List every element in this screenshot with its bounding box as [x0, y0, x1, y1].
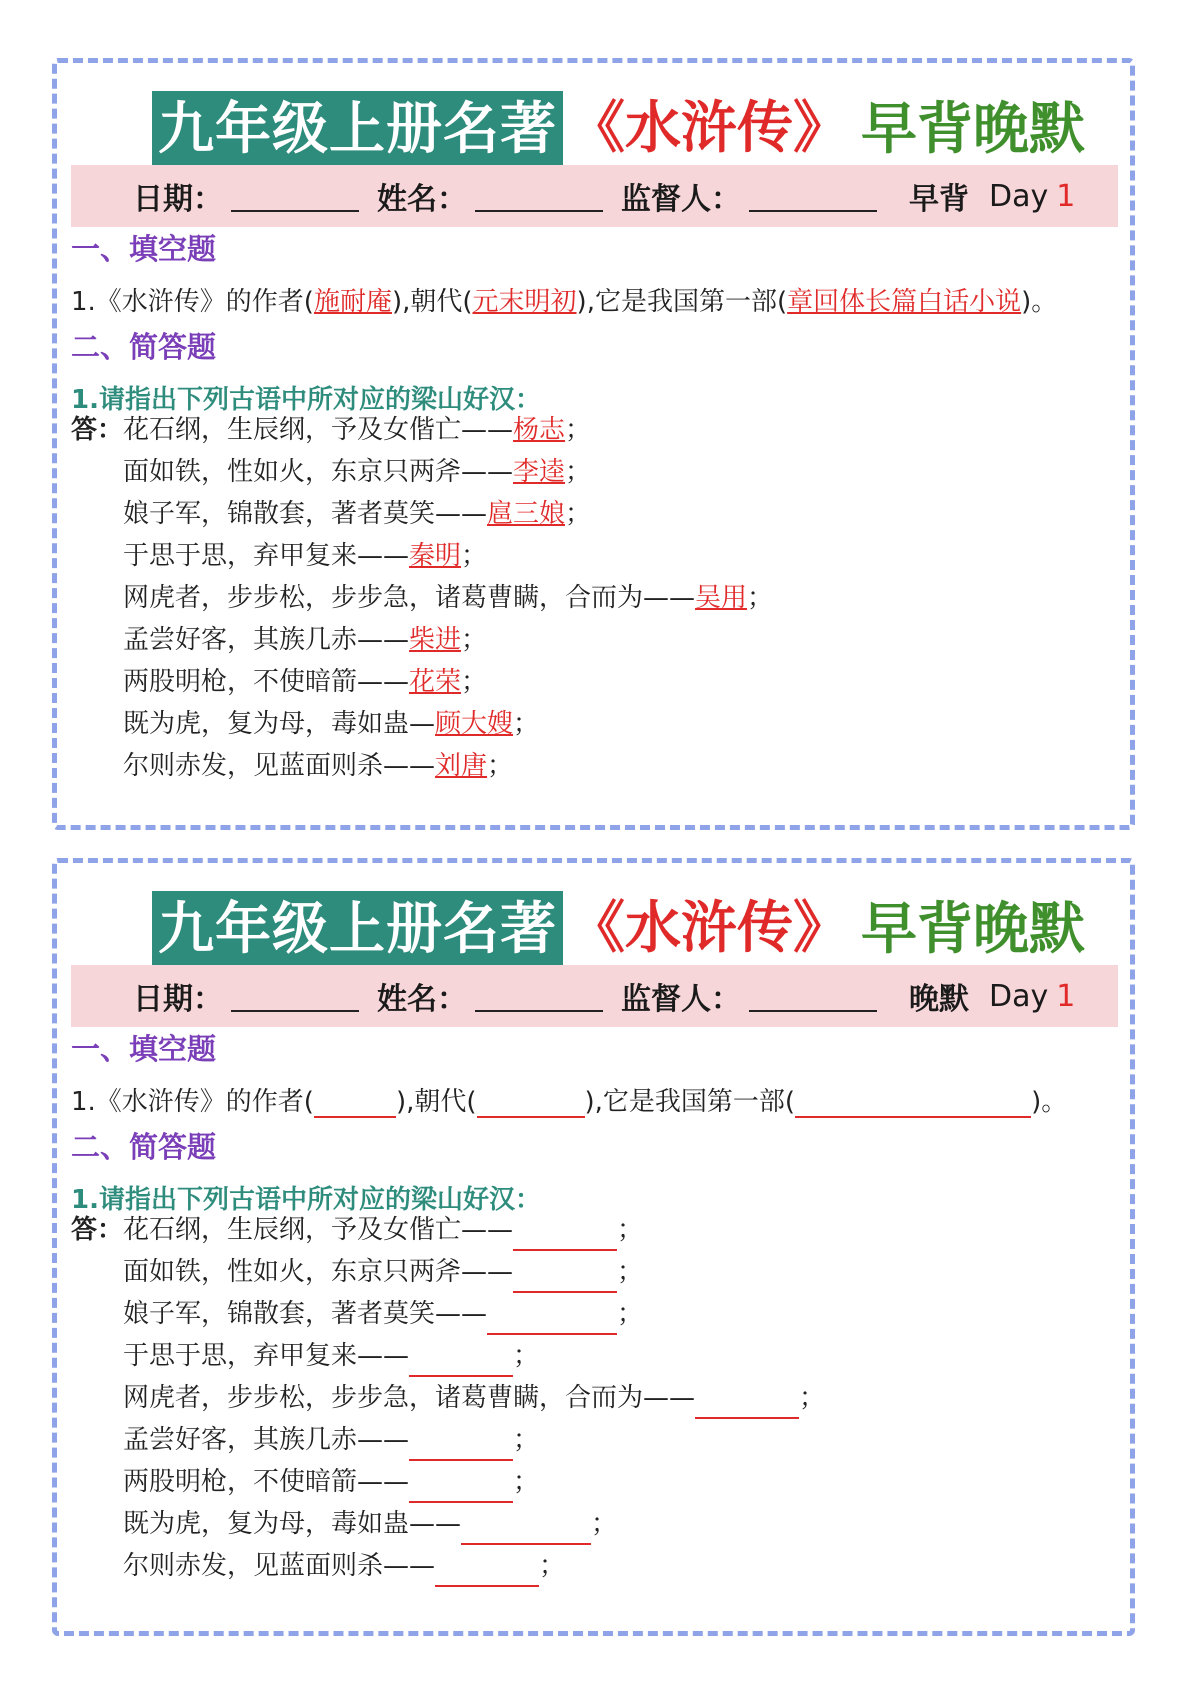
answer-blank[interactable] [513, 1223, 617, 1251]
answer-lead: 答： [71, 1215, 124, 1245]
dynasty-blank[interactable] [477, 1090, 585, 1118]
qa-row [123, 661, 487, 703]
date-field[interactable] [133, 174, 359, 218]
evening-card [52, 858, 1135, 1636]
answer-blank[interactable] [435, 1559, 539, 1587]
clue: 两股明枪，不使暗箭—— [123, 667, 410, 697]
name-label: 姓名： [377, 182, 467, 217]
qa-row [123, 745, 513, 787]
title-grade: 九年级上册名著 [152, 91, 563, 169]
info-bar [71, 165, 1118, 227]
name-blank[interactable] [475, 180, 603, 212]
clue: 网虎者，步步松，步步急，诸葛曹瞒，合而为—— [123, 583, 696, 613]
supervisor-blank[interactable] [749, 180, 877, 212]
fill-text: 1.《水浒传》的作者( [71, 287, 314, 317]
fill-text: 1.《水浒传》的作者( [71, 1087, 314, 1117]
answer-blank[interactable] [695, 1391, 799, 1419]
clue: 网虎者，步步松，步步急，诸葛曹瞒，合而为—— [123, 1383, 696, 1413]
fill-text: ),它是我国第一部( [584, 1087, 796, 1117]
supervisor-field[interactable] [621, 174, 877, 218]
qa-row [123, 1545, 565, 1587]
answer: 扈三娘 [487, 499, 566, 529]
fill-text: ),朝代( [395, 1087, 477, 1117]
fill-question [71, 1081, 1067, 1118]
section-short-heading: 二、简答题 [71, 330, 217, 364]
date-label: 日期： [133, 182, 223, 217]
day-number: 1 [1056, 178, 1076, 214]
info-bar [71, 965, 1118, 1027]
title-grade: 九年级上册名著 [152, 891, 563, 969]
clue: 于思于思，弃甲复来—— [123, 541, 410, 571]
date-label: 日期： [133, 982, 223, 1017]
answer: 柴进 [409, 625, 462, 655]
qa-row [123, 577, 773, 619]
end: ； [747, 583, 774, 613]
qa-row [71, 409, 591, 451]
qa-row [123, 1293, 643, 1335]
qa-row [123, 451, 591, 493]
day-label: Day [989, 178, 1049, 214]
worksheet-title [152, 91, 1085, 169]
fill-text: ),朝代( [391, 287, 473, 317]
supervisor-label: 监督人： [621, 182, 741, 217]
title-book: 《水浒传》 [563, 890, 855, 971]
fill-question [71, 281, 1057, 318]
clue: 尔则赤发，见蓝面则杀—— [123, 751, 436, 781]
title-mode: 早背晚默 [861, 97, 1085, 162]
fill-answer-dynasty: 元末明初 [472, 287, 577, 317]
end: ； [591, 1509, 618, 1539]
section-short-heading: 二、简答题 [71, 1130, 217, 1164]
supervisor-blank[interactable] [749, 980, 877, 1012]
clue: 孟尝好客，其族几赤—— [123, 625, 410, 655]
end: ； [565, 499, 592, 529]
end: ； [461, 541, 488, 571]
author-blank[interactable] [314, 1090, 396, 1118]
fill-answer-author: 施耐庵 [313, 287, 392, 317]
clue: 两股明枪，不使暗箭—— [123, 1467, 410, 1497]
worksheet-title [152, 891, 1085, 969]
fill-text: )。 [1031, 1087, 1068, 1117]
answer-blank[interactable] [513, 1265, 617, 1293]
answer: 杨志 [513, 415, 566, 445]
day-number: 1 [1056, 978, 1076, 1014]
end: ； [461, 625, 488, 655]
qa-row [123, 493, 591, 535]
answer-lead: 答： [71, 415, 124, 445]
clue: 面如铁，性如火，东京只两斧—— [123, 1257, 514, 1287]
answer: 顾大嫂 [435, 709, 514, 739]
end: ； [513, 1467, 540, 1497]
clue: 花石纲，生辰纲，予及女偕亡—— [123, 415, 514, 445]
name-field[interactable] [377, 974, 603, 1018]
section-fill-heading: 一、填空题 [71, 1032, 217, 1066]
clue: 娘子军，锦散套，著者莫笑—— [123, 499, 488, 529]
name-field[interactable] [377, 174, 603, 218]
end: ； [513, 1425, 540, 1455]
end: ； [617, 1299, 644, 1329]
name-blank[interactable] [475, 980, 603, 1012]
question-title: 1.请指出下列古语中所对应的梁山好汉： [71, 1185, 541, 1215]
fill-answer-genre: 章回体长篇白话小说 [787, 287, 1022, 317]
end: ； [617, 1215, 644, 1245]
title-mode: 早背晚默 [861, 897, 1085, 962]
answer: 李逵 [513, 457, 566, 487]
clue: 花石纲，生辰纲，予及女偕亡—— [123, 1215, 514, 1245]
answer-blank[interactable] [409, 1349, 513, 1377]
qa-row [123, 1377, 825, 1419]
genre-blank[interactable] [795, 1090, 1031, 1118]
answer: 吴用 [695, 583, 748, 613]
answer: 刘唐 [435, 751, 488, 781]
date-blank[interactable] [231, 180, 359, 212]
qa-row [123, 619, 487, 661]
fill-text: ),它是我国第一部( [576, 287, 788, 317]
answer-blank[interactable] [409, 1475, 513, 1503]
clue: 于思于思，弃甲复来—— [123, 1341, 410, 1371]
end: ； [617, 1257, 644, 1287]
morning-card [52, 58, 1135, 830]
clue: 孟尝好客，其族几赤—— [123, 1425, 410, 1455]
supervisor-label: 监督人： [621, 982, 741, 1017]
end: ； [799, 1383, 826, 1413]
qa-row [123, 1251, 643, 1293]
question-title: 1.请指出下列古语中所对应的梁山好汉： [71, 385, 541, 415]
clue: 面如铁，性如火，东京只两斧—— [123, 457, 514, 487]
answer-blank[interactable] [461, 1517, 591, 1545]
qa-row [123, 703, 539, 745]
clue: 既为虎，复为母，毒如蛊—— [123, 1509, 462, 1539]
supervisor-field[interactable] [621, 974, 877, 1018]
qa-row [71, 1209, 643, 1251]
qa-row [123, 1335, 539, 1377]
mode-label: 晚默 [909, 982, 969, 1017]
title-book: 《水浒传》 [563, 90, 855, 171]
day-label: Day [989, 978, 1049, 1014]
mode-label: 早背 [909, 182, 969, 217]
end: ； [487, 751, 514, 781]
date-field[interactable] [133, 974, 359, 1018]
qa-row [123, 1503, 617, 1545]
end: ； [565, 415, 592, 445]
qa-row [123, 535, 487, 577]
clue: 既为虎，复为母，毒如蛊— [123, 709, 436, 739]
answer-blank[interactable] [409, 1433, 513, 1461]
end: ； [539, 1551, 566, 1581]
answer: 花荣 [409, 667, 462, 697]
answer-blank[interactable] [487, 1307, 617, 1335]
end: ； [565, 457, 592, 487]
clue: 尔则赤发，见蓝面则杀—— [123, 1551, 436, 1581]
end: ； [513, 1341, 540, 1371]
qa-row [123, 1461, 539, 1503]
end: ； [461, 667, 488, 697]
qa-row [123, 1419, 539, 1461]
clue: 娘子军，锦散套，著者莫笑—— [123, 1299, 488, 1329]
name-label: 姓名： [377, 982, 467, 1017]
answer: 秦明 [409, 541, 462, 571]
end: ； [513, 709, 540, 739]
section-fill-heading: 一、填空题 [71, 232, 217, 266]
fill-text: )。 [1021, 287, 1058, 317]
date-blank[interactable] [231, 980, 359, 1012]
